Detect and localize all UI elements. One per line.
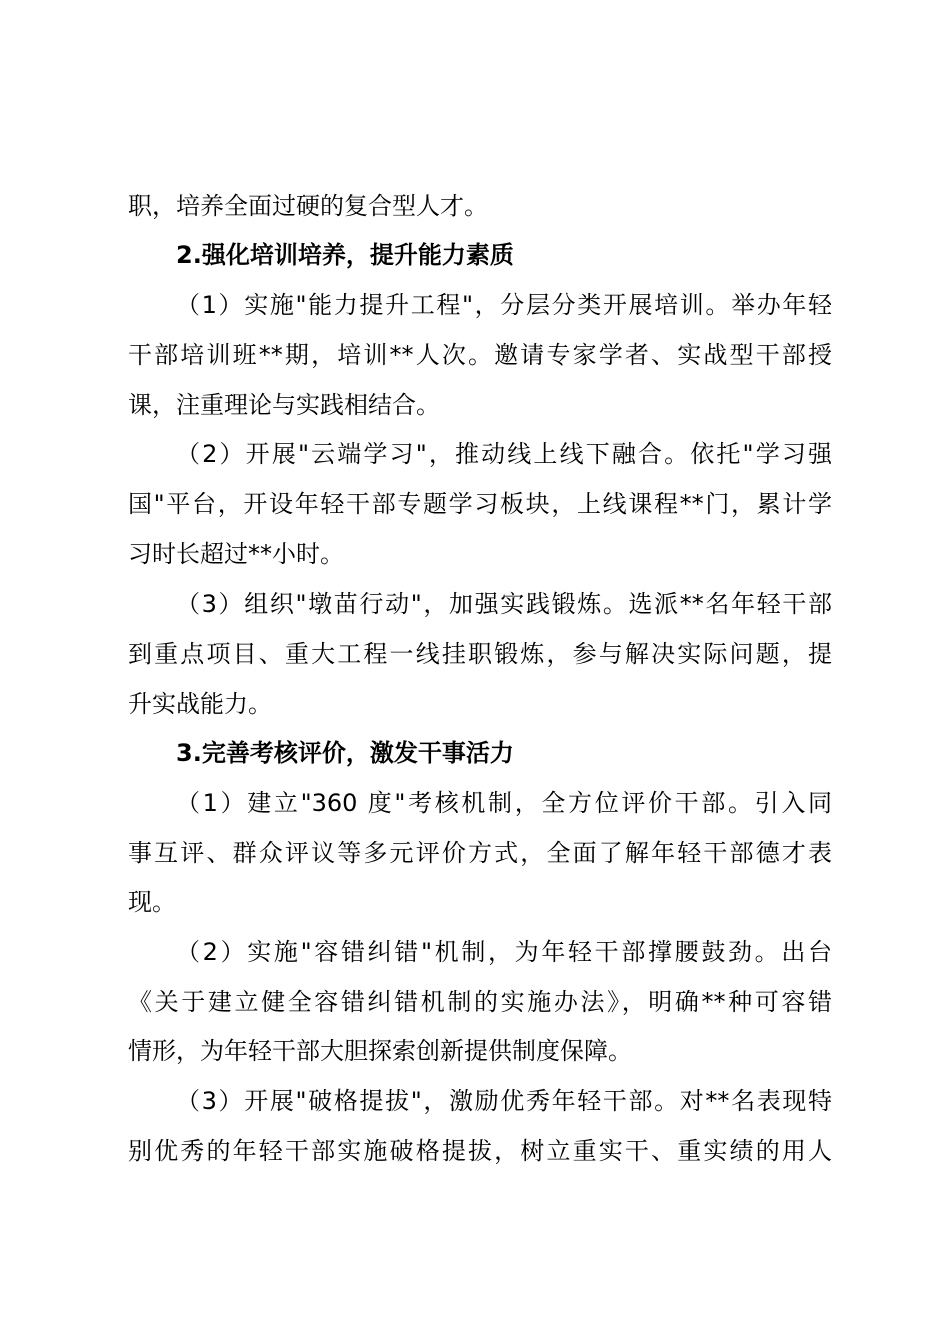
paragraph-line: 到重点项目、重大工程一线挂职锻炼，参与解决实际问题，提 bbox=[128, 640, 832, 668]
paragraph-line: （1）实施"能力提升工程"，分层分类开展培训。举办年轻 bbox=[176, 291, 832, 319]
paragraph-line: （2）实施"容错纠错"机制，为年轻干部撑腰鼓劲。出台 bbox=[176, 938, 832, 966]
paragraph-line: 干部培训班**期，培训**人次。邀请专家学者、实战型干部授 bbox=[128, 341, 832, 369]
paragraph-line: 别优秀的年轻干部实施破格提拔，树立重实干、重实绩的用人 bbox=[128, 1137, 832, 1165]
paragraph-line: 习时长超过**小时。 bbox=[128, 540, 344, 568]
paragraph-line: 现。 bbox=[128, 888, 176, 916]
paragraph-line: 国"平台，开设年轻干部专题学习板块，上线课程**门，累计学 bbox=[128, 490, 832, 518]
paragraph-line: （1）建立"360 度"考核机制，全方位评价干部。引入同 bbox=[176, 789, 832, 817]
paragraph-line: 职，培养全面过硬的复合型人才。 bbox=[128, 192, 488, 220]
paragraph-line: 《关于建立健全容错纠错机制的实施办法》，明确**种可容错 bbox=[128, 988, 832, 1016]
section-heading-2: 2.强化培训培养，提升能力素质 bbox=[176, 241, 514, 269]
paragraph-line: （2）开展"云端学习"，推动线上线下融合。依托"学习强 bbox=[176, 440, 832, 468]
section-heading-3: 3.完善考核评价，激发干事活力 bbox=[176, 739, 514, 767]
paragraph-line: 事互评、群众评议等多元评价方式，全面了解年轻干部德才表 bbox=[128, 839, 832, 867]
paragraph-line: （3）开展"破格提拔"，激励优秀年轻干部。对**名表现特 bbox=[176, 1087, 832, 1115]
paragraph-line: 课，注重理论与实践相结合。 bbox=[128, 391, 440, 419]
paragraph-line: 情形，为年轻干部大胆探索创新提供制度保障。 bbox=[128, 1037, 632, 1065]
paragraph-line: （3）组织"墩苗行动"，加强实践锻炼。选派**名年轻干部 bbox=[176, 590, 832, 618]
paragraph-line: 升实战能力。 bbox=[128, 690, 272, 718]
